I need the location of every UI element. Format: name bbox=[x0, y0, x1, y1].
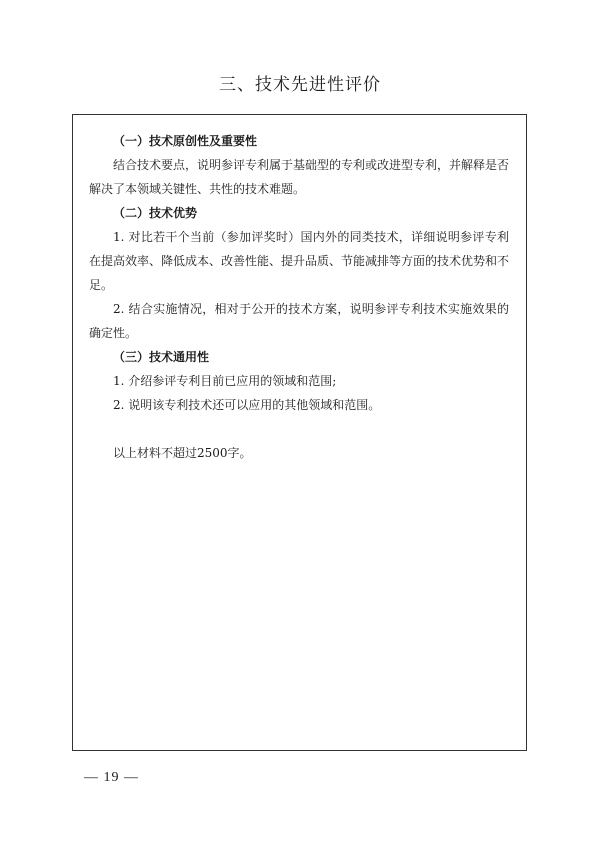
advantage-paragraph-2: 2. 结合实施情况，相对于公开的技术方案，说明参评专利技术实施效果的确定性。 bbox=[89, 302, 509, 340]
page-title: 三、技术先进性评价 bbox=[219, 75, 381, 95]
generality-paragraph-1: 1. 介绍参评专利目前已应用的领域和范围; bbox=[113, 374, 337, 388]
length-note: 以上材料不超过2500字。 bbox=[113, 446, 252, 460]
section-heading-originality: （一）技术原创性及重要性 bbox=[113, 134, 258, 148]
originality-paragraph: 结合技术要点，说明参评专利属于基础型的专利或改进型专利，并解释是否解决了本领域关键性、共性的技术难题。 bbox=[89, 158, 510, 196]
content-area bbox=[89, 129, 509, 465]
page-number: — 19 — bbox=[84, 770, 139, 785]
generality-paragraph-2: 2. 说明该专利技术还可以应用的其他领域和范围。 bbox=[113, 398, 381, 412]
section-heading-generality: （三）技术通用性 bbox=[113, 350, 210, 364]
advantage-paragraph-1: 1. 对比若干个当前（参加评奖时）国内外的同类技术，详细说明参评专利在提高效率、降低成本、改善性能、提升品质、节能减排等方面的技术优势和不足。 bbox=[89, 230, 510, 292]
content-box bbox=[72, 114, 527, 751]
section-heading-advantage: （二）技术优势 bbox=[113, 206, 198, 220]
